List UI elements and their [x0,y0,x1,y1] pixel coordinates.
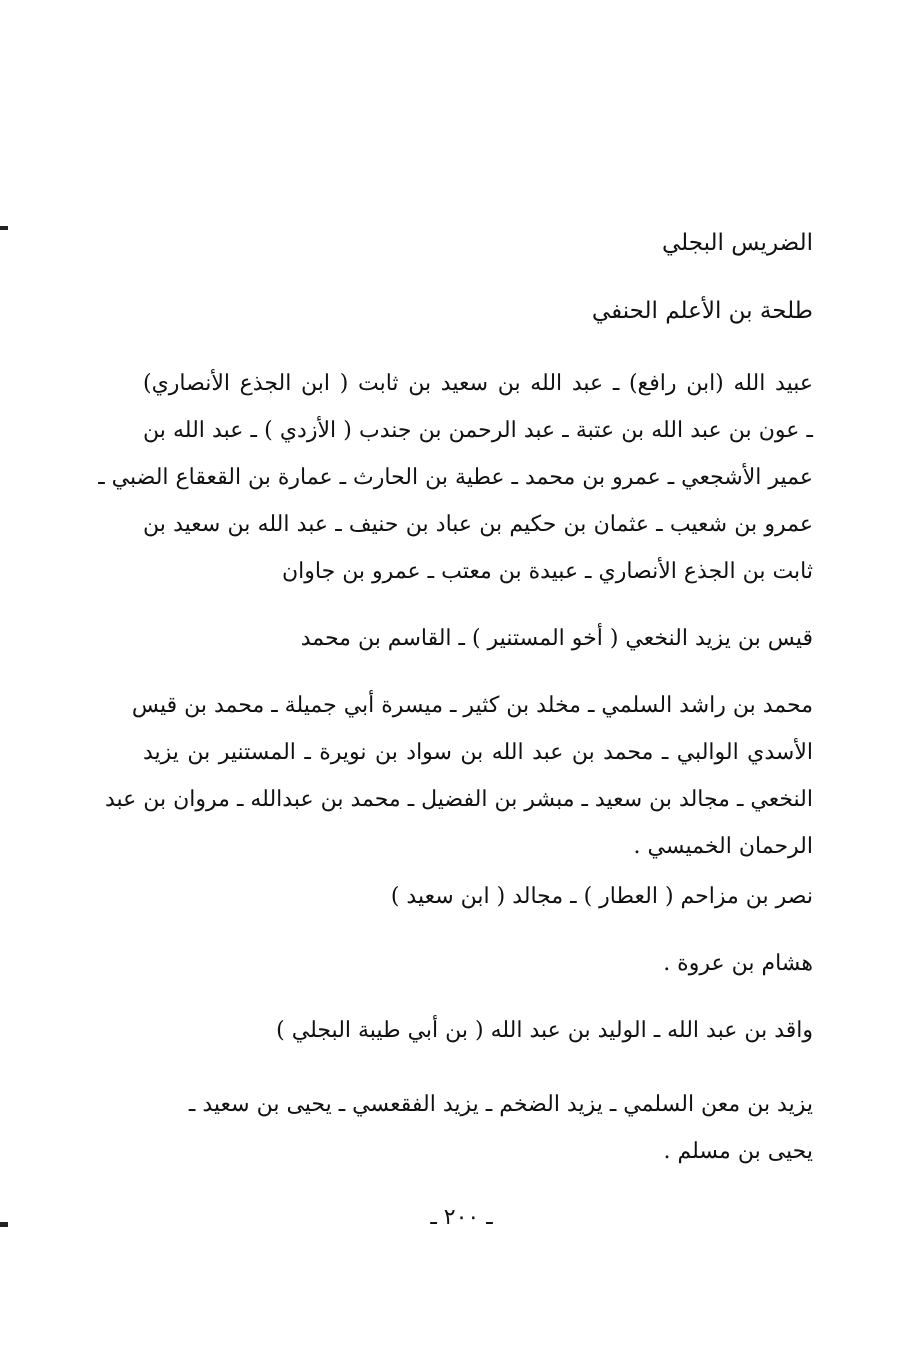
text-line: النخعي ـ مجالد بن سعيد ـ مبشر بن الفضيل ـ محمد بن عبدالله ـ مروان بن عبد [104,787,813,812]
text-line: الأسدي الوالبي ـ محمد بن عبد الله بن سواد بن نويرة ـ المستنير بن يزيد [143,740,813,765]
text-line: الرحمان الخميسي . [633,834,813,859]
text-line: عمرو بن شعيب ـ عثمان بن حكيم بن عباد بن حنيف ـ عبد الله بن سعيد بن [143,512,813,537]
text-line: عبيد الله (ابن رافع) ـ عبد الله بن سعيد بن ثابت ( ابن الجذع الأنصاري) [143,371,813,396]
text-line: يزيد بن معن السلمي ـ يزيد الضخم ـ يزيد الفقعسي ـ يحيى بن سعيد ـ [188,1092,813,1117]
text-line: قيس بن يزيد النخعي ( أخو المستنير ) ـ القاسم بن محمد [300,626,813,651]
text-line: نصر بن مزاحم ( العطار ) ـ مجالد ( ابن سعيد ) [390,884,813,909]
entry-heading: طلحة بن الأعلم الحنفي [591,298,813,324]
text-line: ثابت بن الجذع الأنصاري ـ عبيدة بن معتب ـ عمرو بن جاوان [282,559,813,584]
text-line: ـ عون بن عبد الله بن عتبة ـ عبد الرحمن بن جندب ( الأزدي ) ـ عبد الله بن [143,418,813,443]
page-number: ـ ٢٠٠ ـ [430,1205,493,1230]
text-line: هشام بن عروة . [663,951,813,976]
scan-edge-mark [0,226,8,230]
entry-heading: الضريس البجلي [661,230,813,256]
text-line: عمير الأشجعي ـ عمرو بن محمد ـ عطية بن الحارث ـ عمارة بن القعقاع الضبي ـ [98,465,813,490]
text-line: محمد بن راشد السلمي ـ مخلد بن كثير ـ ميسرة أبي جميلة ـ محمد بن قيس [131,693,813,718]
text-line: واقد بن عبد الله ـ الوليد بن عبد الله ( بن أبي طيبة البجلي ) [276,1018,813,1043]
text-line: يحيى بن مسلم . [663,1139,813,1164]
